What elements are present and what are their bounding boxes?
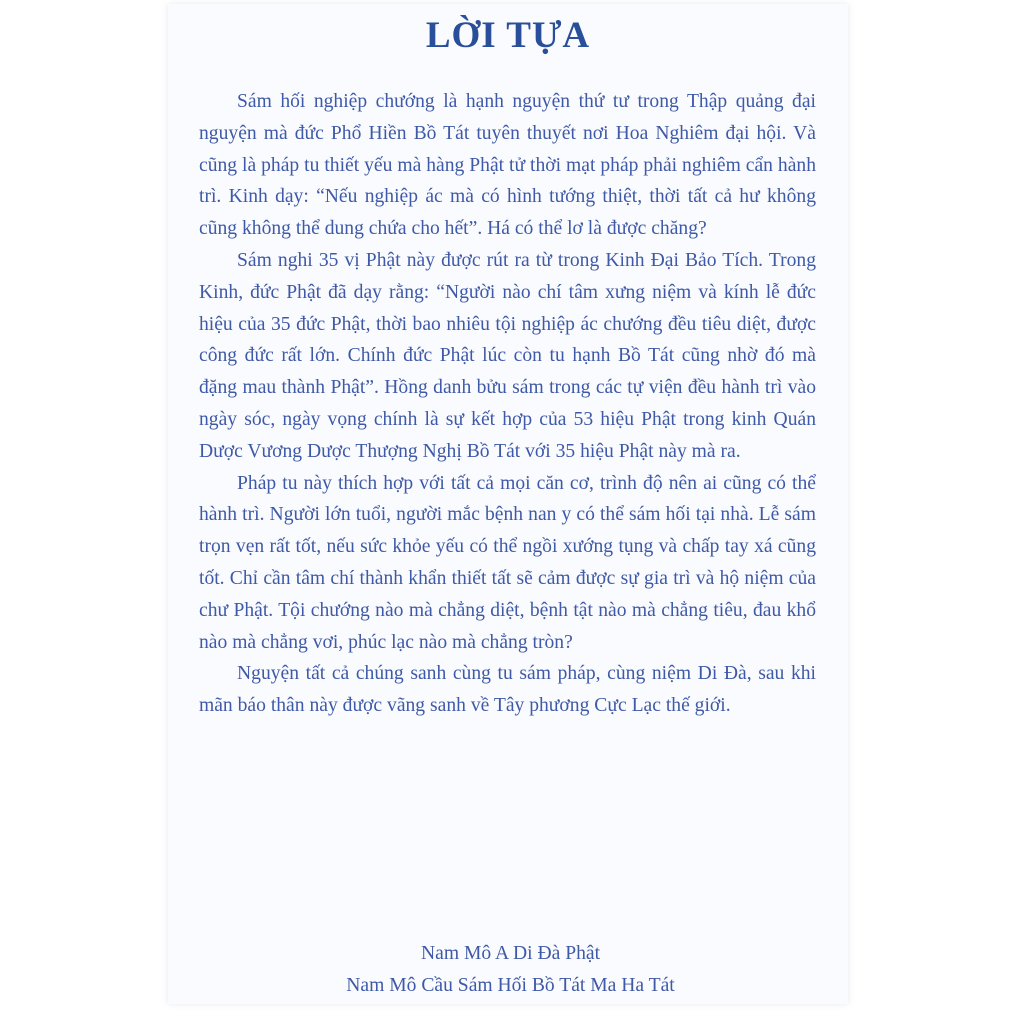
preface-body — [199, 86, 816, 722]
paragraph: Nguyện tất cả chúng sanh cùng tu sám pháp, cùng niệm Di Đà, sau khi mãn báo thân này được vãng sanh về Tây phương Cực Lạc thế giới. — [199, 663, 816, 717]
paragraph: Pháp tu này thích hợp với tất cả mọi căn cơ, trình độ nên ai cũng có thể hành trì. Người lớn tuổi, người mắc bệnh nan y có thể sám hối tại nhà. Lễ sám trọn vẹn rất tốt, nếu sức khỏe yếu có thể ngồi xướng tụng và chấp tay xá cũng tốt. Chỉ cần tâm chí thành khẩn thiết tất sẽ cảm được sự gia trì và hộ niệm của chư Phật. Tội chướng nào mà chẳng diệt, bệnh tật nào mà chẳng tiêu, đau khổ nào mà chẳng vơi, phúc lạc nào mà chẳng tròn? — [199, 472, 816, 653]
paragraph: Sám hối nghiệp chướng là hạnh nguyện thứ tư trong Thập quảng đại nguyện mà đức Phổ Hiền Bồ Tát tuyên thuyết nơi Hoa Nghiêm đại hội. Và cũng là pháp tu thiết yếu mà hàng Phật tử thời mạt pháp phải nghiêm cẩn hành trì. Kinh dạy: “Nếu nghiệp ác mà có hình tướng thiệt, thời tất cả hư không cũng không thể dung chứa cho hết”. Há có thể lơ là được chăng? — [199, 91, 816, 240]
paragraph: Sám nghi 35 vị Phật này được rút ra từ trong Kinh Đại Bảo Tích. Trong Kinh, đức Phật đã dạy rằng: “Người nào chí tâm xưng niệm và kính lễ đức hiệu của 35 đức Phật, thời bao nhiêu tội nghiệp ác chướng đều tiêu diệt, được công đức rất lớn. Chính đức Phật lúc còn tu hạnh Bồ Tát cũng nhờ đó mà đặng mau thành Phật”. Hồng danh bửu sám trong các tự viện đều hành trì vào ngày sóc, ngày vọng chính là sự kết hợp của 53 hiệu Phật trong kinh Quán Dược Vương Dược Thượng Nghị Bồ Tát với 35 hiệu Phật này mà ra. — [199, 249, 816, 462]
closing-invocation-amitabha: Nam Mô A Di Đà Phật — [420, 943, 601, 964]
closing-invocation-bodhisattva: Nam Mô Cầu Sám Hối Bồ Tát Ma Ha Tát — [346, 975, 675, 996]
page-title: LỜI TỰA — [425, 15, 591, 56]
